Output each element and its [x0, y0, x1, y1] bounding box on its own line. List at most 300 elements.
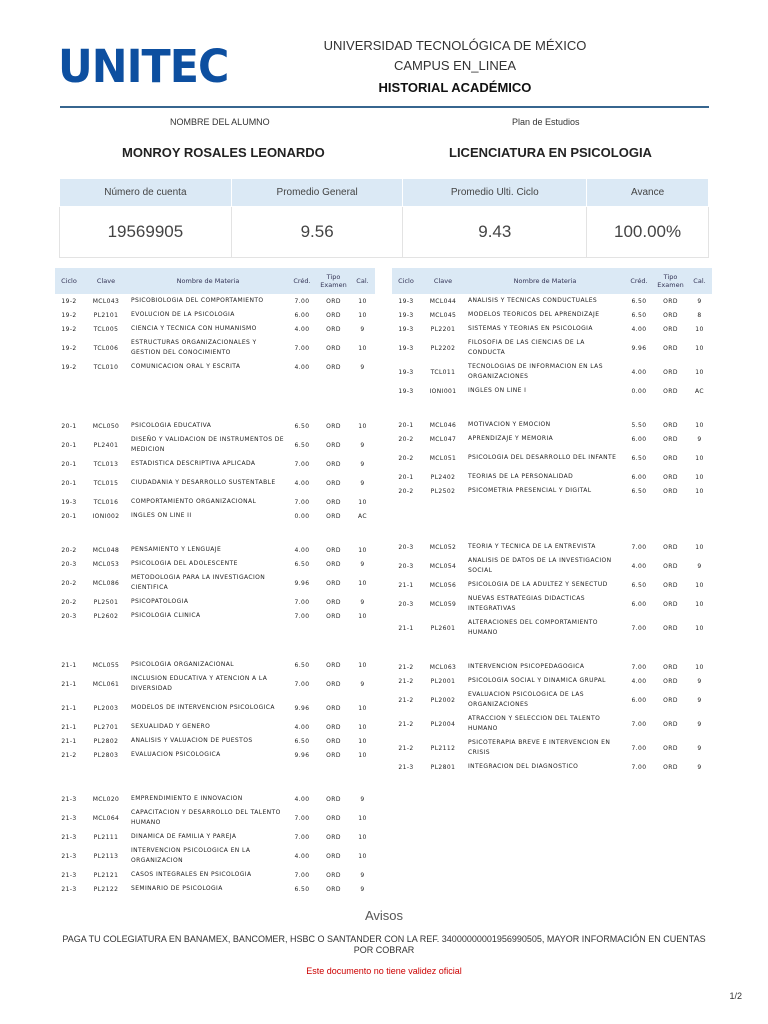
- course-row: [392, 384, 712, 398]
- course-materia: INTERVENCION PSICOLOGICA EN LA ORGANIZACION: [131, 847, 251, 864]
- account-number: 19569905: [60, 207, 232, 258]
- course-cal: 10: [358, 737, 367, 745]
- course-row: [392, 688, 712, 712]
- course-cred: 6.00: [631, 696, 647, 704]
- course-materia: ESTADISTICA DESCRIPTIVA APLICADA: [131, 460, 256, 467]
- course-row: [55, 830, 375, 844]
- course-row: [392, 294, 712, 308]
- course-clave: PL2122: [93, 885, 119, 893]
- university-name: UNIVERSIDAD TECNOLÓGICA DE MÉXICO: [323, 38, 587, 53]
- course-cred: 6.50: [631, 581, 647, 589]
- course-clave: MCL046: [429, 421, 457, 429]
- course-ciclo: 19-2: [61, 325, 77, 333]
- courses-table-left: [55, 268, 375, 896]
- course-materia: INTEGRACION DEL DIAGNOSTICO: [468, 763, 579, 770]
- course-clave: PL2101: [93, 311, 119, 319]
- course-tipo: ORD: [326, 441, 341, 449]
- course-cred: 6.50: [294, 737, 310, 745]
- course-clave: MCL051: [429, 454, 457, 462]
- course-tipo: ORD: [663, 454, 678, 462]
- course-row: [55, 308, 375, 322]
- course-cal: 10: [358, 704, 367, 712]
- course-row: [55, 658, 375, 672]
- course-cred: 7.00: [294, 871, 310, 879]
- course-cal: AC: [695, 387, 704, 395]
- course-tipo: ORD: [326, 344, 341, 352]
- course-materia: PSICOLOGIA SOCIAL Y DINAMICA GRUPAL: [468, 677, 606, 684]
- study-plan-label: Plan de Estudios: [512, 117, 580, 127]
- course-materia: ATRACCION Y SELECCION DEL TALENTO HUMANO: [468, 715, 601, 732]
- course-cal: 10: [358, 422, 367, 430]
- course-cal: 10: [695, 473, 704, 481]
- course-ciclo: 20-1: [61, 479, 77, 487]
- course-ciclo: 19-2: [61, 344, 77, 352]
- course-cal: 10: [695, 421, 704, 429]
- course-tipo: ORD: [663, 325, 678, 333]
- account-number-header: Número de cuenta: [60, 179, 232, 207]
- progress-value: 100.00%: [587, 207, 709, 258]
- course-row: [392, 592, 712, 616]
- group-spacer: [55, 374, 375, 419]
- course-clave: PL2112: [430, 744, 456, 752]
- course-clave: MCL064: [92, 814, 120, 822]
- course-cal: 10: [695, 487, 704, 495]
- course-row: [55, 543, 375, 557]
- course-row: [392, 660, 712, 674]
- course-tipo: ORD: [326, 512, 341, 520]
- course-clave: MCL052: [429, 543, 457, 551]
- course-cred: 7.00: [294, 498, 310, 506]
- course-cal: 9: [697, 562, 702, 570]
- course-cred: 5.50: [631, 421, 647, 429]
- course-row: [55, 471, 375, 495]
- course-cal: 10: [695, 368, 704, 376]
- course-ciclo: 20-2: [61, 546, 77, 554]
- tipo-examen-header: Tipo Examen: [317, 268, 350, 294]
- course-materia: PENSAMIENTO Y LENGUAJE: [131, 546, 222, 553]
- course-ciclo: 21-1: [61, 737, 77, 745]
- course-materia: PSICOPATOLOGIA: [131, 598, 189, 605]
- unitec-logo: UNITEC: [58, 40, 229, 93]
- course-row: [55, 609, 375, 623]
- course-materia: ALTERACIONES DEL COMPORTAMIENTO HUMANO: [468, 619, 598, 636]
- course-cal: 10: [695, 543, 704, 551]
- course-tipo: ORD: [326, 579, 341, 587]
- course-row: [55, 734, 375, 748]
- course-materia: COMPORTAMIENTO ORGANIZACIONAL: [131, 498, 257, 505]
- course-clave: PL2202: [430, 344, 456, 352]
- course-row: [392, 760, 712, 774]
- course-row: [55, 336, 375, 360]
- course-clave: MCL055: [92, 661, 120, 669]
- clave-header: Clave: [420, 268, 466, 294]
- course-clave: MCL061: [92, 680, 120, 688]
- course-row: [55, 696, 375, 720]
- course-clave: PL2402: [430, 473, 456, 481]
- course-clave: TCL011: [430, 368, 456, 376]
- course-clave: PL2701: [93, 723, 119, 731]
- course-cred: 6.50: [294, 422, 310, 430]
- course-cal: 9: [360, 598, 365, 606]
- course-cred: 6.50: [631, 311, 647, 319]
- course-row: [55, 792, 375, 806]
- course-row: [392, 578, 712, 592]
- course-materia: MODELOS DE INTERVENCION PSICOLOGICA: [131, 704, 275, 711]
- course-ciclo: 20-2: [398, 454, 414, 462]
- course-row: [55, 557, 375, 571]
- course-cal: 9: [697, 677, 702, 685]
- course-tipo: ORD: [326, 680, 341, 688]
- course-cal: 10: [358, 661, 367, 669]
- course-row: [55, 748, 375, 762]
- course-row: [392, 446, 712, 470]
- course-row: [392, 360, 712, 384]
- course-cal: 9: [360, 441, 365, 449]
- course-cal: 10: [695, 454, 704, 462]
- course-materia: DISEÑO Y VALIDACION DE INSTRUMENTOS DE MEDICION: [131, 436, 284, 453]
- course-tipo: ORD: [326, 814, 341, 822]
- course-clave: IONI001: [429, 387, 457, 395]
- course-tipo: ORD: [326, 546, 341, 554]
- course-cred: 4.00: [294, 723, 310, 731]
- course-materia: PSICOLOGIA EDUCATIVA: [131, 422, 212, 429]
- course-ciclo: 19-3: [398, 344, 414, 352]
- course-ciclo: 19-2: [61, 297, 77, 305]
- course-clave: MCL059: [429, 600, 457, 608]
- payment-notice: PAGA TU COLEGIATURA EN BANAMEX, BANCOMER, HSBC O SANTANDER CON LA REF. 34000000001956990505, MAYOR INFORMACIÓN EN CUENTAS POR COBRAR: [62, 934, 706, 955]
- course-clave: PL2501: [93, 598, 119, 606]
- course-ciclo: 20-3: [398, 543, 414, 551]
- course-row: [55, 294, 375, 308]
- course-tipo: ORD: [326, 612, 341, 620]
- course-clave: MCL063: [429, 663, 457, 671]
- course-clave: MCL056: [429, 581, 457, 589]
- course-materia: CIENCIA Y TECNICA CON HUMANISMO: [131, 325, 257, 332]
- course-cal: 10: [358, 723, 367, 731]
- course-ciclo: 21-3: [61, 885, 77, 893]
- course-cred: 7.00: [294, 814, 310, 822]
- tipo-examen-header: Tipo Examen: [654, 268, 687, 294]
- course-cal: 10: [695, 325, 704, 333]
- course-cal: 10: [695, 663, 704, 671]
- course-row: [392, 540, 712, 554]
- course-materia: CAPACITACION Y DESARROLLO DEL TALENTO HUMANO: [131, 809, 281, 826]
- course-tipo: ORD: [326, 751, 341, 759]
- course-row: [55, 419, 375, 433]
- course-row: [392, 432, 712, 446]
- course-ciclo: 21-2: [398, 744, 414, 752]
- ciclo-header: Ciclo: [392, 268, 420, 294]
- header-divider: [60, 106, 709, 108]
- course-materia: COMUNICACION ORAL Y ESCRITA: [131, 363, 241, 370]
- course-clave: PL2802: [93, 737, 119, 745]
- course-tipo: ORD: [326, 422, 341, 430]
- course-row: [55, 360, 375, 374]
- course-clave: TCL006: [93, 344, 119, 352]
- course-cal: 10: [358, 311, 367, 319]
- course-clave: MCL045: [429, 311, 457, 319]
- course-tipo: ORD: [663, 487, 678, 495]
- course-materia: TEORIA Y TECNICA DE LA ENTREVISTA: [468, 543, 596, 550]
- course-row: [392, 418, 712, 432]
- course-materia: SISTEMAS Y TEORIAS EN PSICOLOGIA: [468, 325, 593, 332]
- course-tipo: ORD: [326, 311, 341, 319]
- course-row: [55, 571, 375, 595]
- general-average-header: Promedio General: [231, 179, 403, 207]
- course-cred: 7.00: [294, 680, 310, 688]
- course-ciclo: 21-3: [61, 814, 77, 822]
- course-clave: MCL047: [429, 435, 457, 443]
- course-materia: INCLUSION EDUCATIVA Y ATENCION A LA DIVERSIDAD: [131, 675, 268, 692]
- course-cred: 6.00: [294, 311, 310, 319]
- course-tipo: ORD: [326, 723, 341, 731]
- course-clave: MCL053: [92, 560, 120, 568]
- course-row: [392, 484, 712, 498]
- course-materia: PSICOLOGIA DEL ADOLESCENTE: [131, 560, 238, 567]
- course-cal: 9: [697, 696, 702, 704]
- course-tipo: ORD: [326, 363, 341, 371]
- course-clave: PL2401: [93, 441, 119, 449]
- course-cal: 8: [697, 311, 702, 319]
- group-spacer: [392, 398, 712, 418]
- course-cal: 10: [358, 612, 367, 620]
- course-row: [392, 554, 712, 578]
- course-ciclo: 20-2: [398, 487, 414, 495]
- course-materia: SEMINARIO DE PSICOLOGIA: [131, 885, 223, 892]
- course-clave: PL2001: [430, 677, 456, 685]
- course-ciclo: 20-3: [398, 562, 414, 570]
- course-ciclo: 21-3: [61, 852, 77, 860]
- course-clave: TCL013: [93, 460, 119, 468]
- course-tipo: ORD: [663, 562, 678, 570]
- course-ciclo: 21-2: [398, 720, 414, 728]
- course-materia: EVALUACION PSICOLOGICA DE LAS ORGANIZACIONES: [468, 691, 585, 708]
- course-cred: 9.96: [294, 751, 310, 759]
- course-row: [55, 882, 375, 896]
- course-tipo: ORD: [326, 661, 341, 669]
- course-cred: 6.50: [294, 885, 310, 893]
- course-cal: 9: [697, 744, 702, 752]
- course-ciclo: 20-1: [61, 441, 77, 449]
- course-cred: 4.00: [294, 363, 310, 371]
- course-ciclo: 21-1: [61, 680, 77, 688]
- course-ciclo: 20-1: [398, 473, 414, 481]
- course-tipo: ORD: [663, 663, 678, 671]
- course-tipo: ORD: [663, 720, 678, 728]
- course-cred: 9.96: [294, 579, 310, 587]
- course-row: [392, 736, 712, 760]
- last-cycle-average-header: Promedio Ulti. Ciclo: [403, 179, 587, 207]
- course-materia: PSICOLOGIA CLINICA: [131, 612, 201, 619]
- course-cal: 9: [697, 297, 702, 305]
- course-cal: 10: [358, 297, 367, 305]
- course-row: [55, 509, 375, 523]
- course-clave: PL2601: [430, 624, 456, 632]
- course-clave: PL2201: [430, 325, 456, 333]
- course-cal: 10: [358, 852, 367, 860]
- course-clave: PL2502: [430, 487, 456, 495]
- course-cred: 7.00: [631, 744, 647, 752]
- course-cal: 10: [358, 579, 367, 587]
- course-clave: PL2003: [93, 704, 119, 712]
- course-materia: APRENDIZAJE Y MEMORIA: [468, 435, 554, 442]
- course-cred: 7.00: [294, 612, 310, 620]
- course-cred: 6.00: [631, 473, 647, 481]
- course-row: [55, 433, 375, 457]
- course-clave: MCL050: [92, 422, 120, 430]
- course-materia: MOTIVACION Y EMOCION: [468, 421, 551, 428]
- course-cal: 9: [360, 479, 365, 487]
- course-materia: CIUDADANIA Y DESARROLLO SUSTENTABLE: [131, 479, 276, 486]
- course-tipo: ORD: [326, 560, 341, 568]
- course-tipo: ORD: [663, 297, 678, 305]
- course-ciclo: 19-3: [61, 498, 77, 506]
- course-cal: 9: [360, 795, 365, 803]
- course-cal: 10: [358, 833, 367, 841]
- courses-table-right: [392, 268, 712, 774]
- course-row: [55, 844, 375, 868]
- course-materia: EMPRENDIMIENTO E INNOVACION: [131, 795, 243, 802]
- course-ciclo: 21-2: [398, 677, 414, 685]
- course-cred: 7.00: [631, 763, 647, 771]
- calificacion-header: Cal.: [687, 268, 712, 294]
- course-ciclo: 20-3: [61, 560, 77, 568]
- general-average: 9.56: [231, 207, 403, 258]
- student-name-label: NOMBRE DEL ALUMNO: [170, 117, 270, 127]
- course-cred: 6.50: [294, 661, 310, 669]
- group-spacer: [55, 523, 375, 543]
- course-ciclo: 19-3: [398, 368, 414, 376]
- course-cred: 7.00: [294, 460, 310, 468]
- course-cal: 9: [360, 363, 365, 371]
- course-materia: ESTRUCTURAS ORGANIZACIONALES Y GESTION DEL CONOCIMIENTO: [131, 339, 257, 356]
- course-materia: PSICOLOGIA DE LA ADULTEZ Y SENECTUD: [468, 581, 608, 588]
- course-clave: MCL020: [92, 795, 120, 803]
- course-row: [55, 806, 375, 830]
- course-tipo: ORD: [663, 473, 678, 481]
- course-materia: MODELOS TEORICOS DEL APRENDIZAJE: [468, 311, 600, 318]
- course-cred: 4.00: [294, 479, 310, 487]
- course-materia: SEXUALIDAD Y GENERO: [131, 723, 211, 730]
- course-tipo: ORD: [326, 737, 341, 745]
- course-tipo: ORD: [663, 435, 678, 443]
- course-ciclo: 21-1: [61, 704, 77, 712]
- course-cred: 6.50: [631, 454, 647, 462]
- course-tipo: ORD: [326, 833, 341, 841]
- course-tipo: ORD: [663, 600, 678, 608]
- summary-table: [59, 178, 709, 258]
- course-row: [55, 720, 375, 734]
- course-clave: PL2111: [93, 833, 119, 841]
- creditos-header: Créd.: [624, 268, 654, 294]
- course-clave: PL2004: [430, 720, 456, 728]
- course-cal: 10: [695, 344, 704, 352]
- course-tipo: ORD: [663, 344, 678, 352]
- group-spacer: [392, 498, 712, 540]
- course-cal: 9: [697, 720, 702, 728]
- course-cred: 4.00: [631, 325, 647, 333]
- student-name: MONROY ROSALES LEONARDO: [122, 145, 325, 160]
- course-clave: PL2803: [93, 751, 119, 759]
- course-clave: TCL010: [93, 363, 119, 371]
- course-ciclo: 20-2: [61, 598, 77, 606]
- course-ciclo: 21-1: [398, 581, 414, 589]
- course-cred: 7.00: [631, 720, 647, 728]
- progress-header: Avance: [587, 179, 709, 207]
- course-ciclo: 19-3: [398, 387, 414, 395]
- course-cred: 9.96: [294, 704, 310, 712]
- validity-warning: Este documento no tiene validez oficial: [306, 966, 462, 976]
- course-ciclo: 19-2: [61, 363, 77, 371]
- course-tipo: ORD: [326, 325, 341, 333]
- course-ciclo: 19-3: [398, 311, 414, 319]
- course-tipo: ORD: [326, 704, 341, 712]
- course-tipo: ORD: [663, 624, 678, 632]
- course-materia: INGLES ON LINE I: [468, 387, 527, 394]
- course-cred: 4.00: [294, 546, 310, 554]
- course-clave: TCL005: [93, 325, 119, 333]
- course-ciclo: 19-3: [398, 325, 414, 333]
- course-ciclo: 20-1: [61, 460, 77, 468]
- course-cal: 10: [695, 624, 704, 632]
- course-cal: 9: [697, 435, 702, 443]
- materia-header: Nombre de Materia: [466, 268, 624, 294]
- course-ciclo: 21-3: [398, 763, 414, 771]
- ciclo-header: Ciclo: [55, 268, 83, 294]
- notices-title: Avisos: [364, 908, 404, 923]
- last-cycle-average: 9.43: [403, 207, 587, 258]
- course-materia: FILOSOFIA DE LAS CIENCIAS DE LA CONDUCTA: [468, 339, 585, 356]
- document-title: HISTORIAL ACADÉMICO: [378, 80, 532, 95]
- course-cred: 4.00: [631, 562, 647, 570]
- course-tipo: ORD: [663, 387, 678, 395]
- course-tipo: ORD: [663, 581, 678, 589]
- course-cal: 10: [358, 751, 367, 759]
- course-materia: PSICOLOGIA ORGANIZACIONAL: [131, 661, 235, 668]
- course-clave: MCL043: [92, 297, 120, 305]
- course-cred: 4.00: [631, 677, 647, 685]
- course-tipo: ORD: [663, 543, 678, 551]
- course-materia: EVOLUCION DE LA PSICOLOGIA: [131, 311, 235, 318]
- course-materia: TEORIAS DE LA PERSONALIDAD: [468, 473, 574, 480]
- course-cred: 7.00: [631, 543, 647, 551]
- course-tipo: ORD: [326, 795, 341, 803]
- course-cal: 10: [358, 546, 367, 554]
- campus-name: CAMPUS EN_LINEA: [393, 58, 517, 73]
- course-clave: PL2801: [430, 763, 456, 771]
- course-ciclo: 21-2: [61, 751, 77, 759]
- course-materia: INGLES ON LINE II: [131, 512, 192, 519]
- course-ciclo: 21-1: [398, 624, 414, 632]
- course-ciclo: 20-1: [61, 422, 77, 430]
- course-ciclo: 21-1: [61, 661, 77, 669]
- course-cred: 7.00: [294, 297, 310, 305]
- group-spacer: [55, 762, 375, 792]
- course-tipo: ORD: [326, 598, 341, 606]
- course-tipo: ORD: [663, 311, 678, 319]
- course-ciclo: 21-2: [398, 696, 414, 704]
- course-materia: PSICOBIOLOGIA DEL COMPORTAMIENTO: [131, 297, 264, 304]
- course-cred: 4.00: [294, 795, 310, 803]
- course-tipo: ORD: [326, 852, 341, 860]
- course-ciclo: 21-3: [61, 795, 77, 803]
- course-cred: 4.00: [294, 852, 310, 860]
- course-cred: 6.50: [631, 487, 647, 495]
- course-cal: 9: [360, 325, 365, 333]
- course-materia: INTERVENCION PSICOPEDAGOGICA: [468, 663, 585, 670]
- course-cal: 9: [360, 680, 365, 688]
- course-ciclo: 20-3: [398, 600, 414, 608]
